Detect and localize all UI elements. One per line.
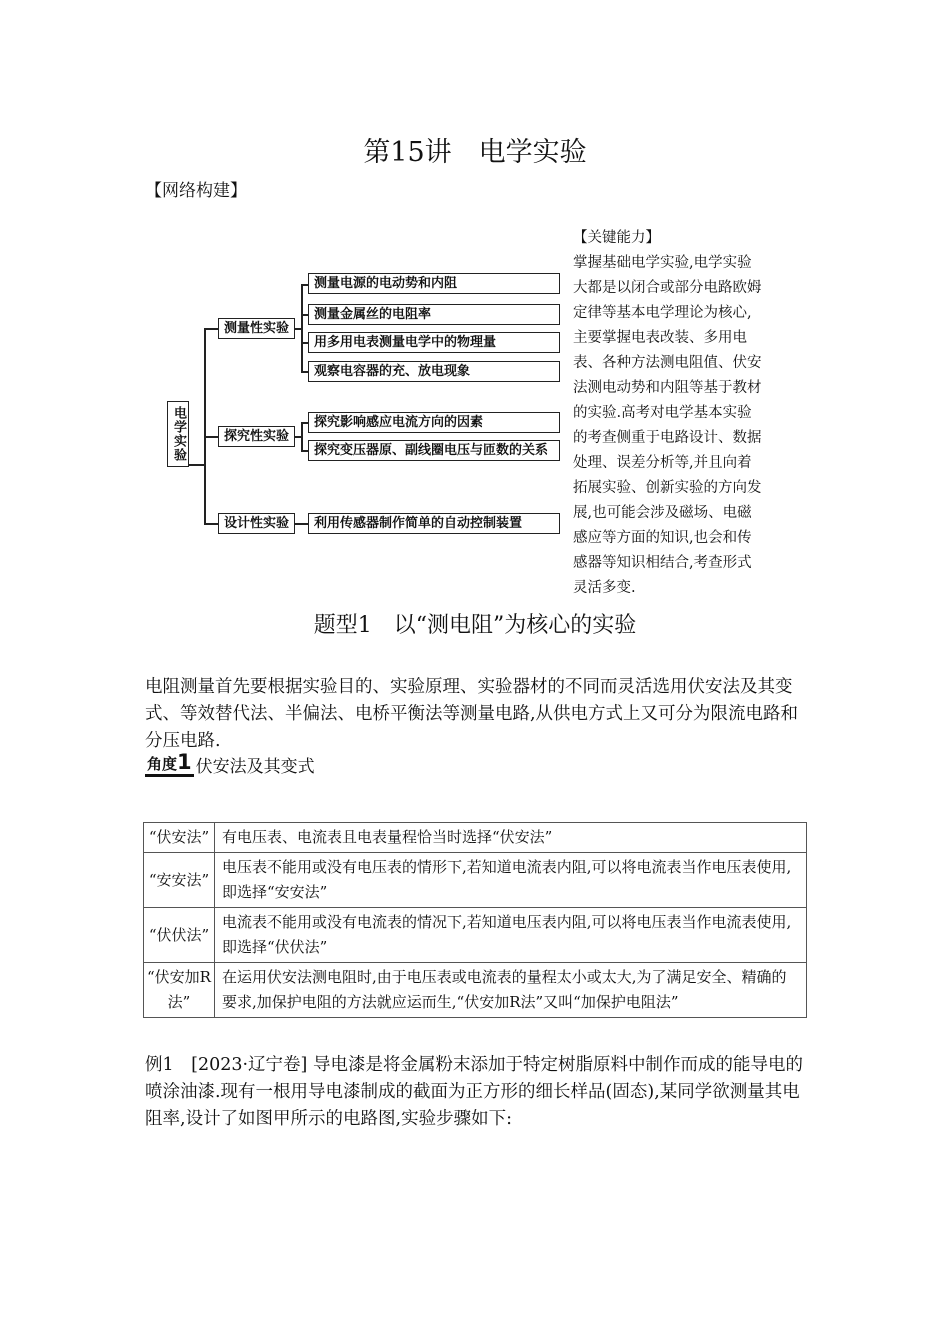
experiment-item-box: 利用传感器制作简单的自动控制装置 [308,513,560,534]
question-type-title: 题型1 以“测电阻”为核心的实验 [313,613,637,638]
connector-line [189,464,204,466]
method-desc-cell: 在运用伏安法测电阻时,由于电压表或电流表的量程太小或太大,为了满足安全、精确的要求,加保护电阻的方法就应运而生,“伏安加R法”又叫“加保护电阻法” [215,963,807,1018]
connector-line [301,422,308,424]
angle-badge-text: 角度 [147,755,178,773]
connector-line [301,284,303,372]
mindmap-root-box: 电学实验 [167,401,189,467]
method-name-cell: “安安法” [144,853,215,908]
experiment-item-box: 观察电容器的充、放电现象 [308,361,560,382]
angle-heading [145,752,315,777]
angle-label: 伏安法及其变式 [195,757,315,777]
connector-line [294,523,308,525]
group-box-measurement: 测量性实验 [218,318,295,339]
page-title: 第15讲 电学实验 [363,137,587,168]
key-ability-line: 展,也可能会涉及磁场、电磁 [573,505,752,521]
method-name-cell: “伏安法” [144,823,215,853]
connector-line [301,371,308,373]
table-row [144,853,807,908]
network-section-tag: 【网络构建】 [145,181,247,201]
connector-line [294,436,301,438]
group-box-design: 设计性实验 [218,513,295,534]
connector-line [204,328,218,330]
connector-line [301,342,308,344]
connector-line [294,328,301,330]
experiment-mind-map [160,268,570,548]
connector-line [301,450,308,452]
experiment-item-box: 用多用电表测量电学中的物理量 [308,332,560,353]
method-name-cell: “伏安加R法” [144,963,215,1018]
example-paragraph: 例1 [2023·辽宁卷] 导电漆是将金属粉末添加于特定树脂原料中制作而成的能导电的喷涂油漆.现有一根用导电漆制成的截面为正方形的细长样品(固态),某同学欲测量其电阻率,设计了如图甲所示的电路图,实验步骤如下: [145,1055,803,1129]
key-ability-line: 感器等知识相结合,考查形式 [573,555,752,571]
key-ability-line: 拓展实验、创新实验的方向发 [573,480,762,496]
methods-table [143,822,807,1018]
key-ability-line: 主要掌握电表改装、多用电 [573,330,747,346]
connector-line [204,436,218,438]
key-ability-line: 的实验.高考对电学基本实验 [573,405,752,421]
key-ability-line: 掌握基础电学实验,电学实验 [573,255,752,271]
experiment-item-box: 探究变压器原、副线圈电压与匝数的关系 [308,440,560,461]
key-ability-line: 法测电动势和内阻等基于教材 [573,380,762,396]
key-ability-heading: 【关键能力】 [573,230,660,246]
key-ability-line: 感应等方面的知识,也会和传 [573,530,752,546]
method-name-cell: “伏伏法” [144,908,215,963]
connector-line [301,422,303,450]
connector-line [301,314,308,316]
experiment-item-box: 测量金属丝的电阻率 [308,304,560,325]
method-desc-cell: 有电压表、电流表且电表量程恰当时选择“伏安法” [215,823,807,853]
key-ability-line: 大都是以闭合或部分电路欧姆 [573,280,762,296]
group-box-exploratory: 探究性实验 [218,426,295,447]
key-ability-line: 的考查侧重于电路设计、数据 [573,430,762,446]
experiment-item-box: 测量电源的电动势和内阻 [308,273,560,294]
table-row [144,908,807,963]
method-desc-cell: 电流表不能用或没有电流表的情况下,若知道电压表内阻,可以将电压表当作电流表使用,即选择“伏伏法” [215,908,807,963]
angle-badge-number: 1 [177,750,192,774]
table-row [144,823,807,853]
key-ability-panel [573,226,783,601]
table-row [144,963,807,1018]
connector-line [301,284,308,286]
key-ability-line: 定律等基本电学理论为核心, [573,305,752,321]
angle-badge [145,752,194,777]
intro-paragraph: 电阻测量首先要根据实验目的、实验原理、实验器材的不同而灵活选用伏安法及其变式、等效替代法、半偏法、电桥平衡法等测量电路,从供电方式上又可分为限流电路和分压电路. [145,677,799,751]
experiment-item-box: 探究影响感应电流方向的因素 [308,412,560,433]
method-desc-cell: 电压表不能用或没有电压表的情形下,若知道电流表内阻,可以将电流表当作电压表使用,即选择“安安法” [215,853,807,908]
connector-line [204,523,218,525]
key-ability-line: 表、各种方法测电阻值、伏安 [573,355,762,371]
key-ability-line: 处理、误差分析等,并且向着 [573,455,752,471]
key-ability-line: 灵活多变. [573,580,636,596]
connector-line [204,328,206,524]
